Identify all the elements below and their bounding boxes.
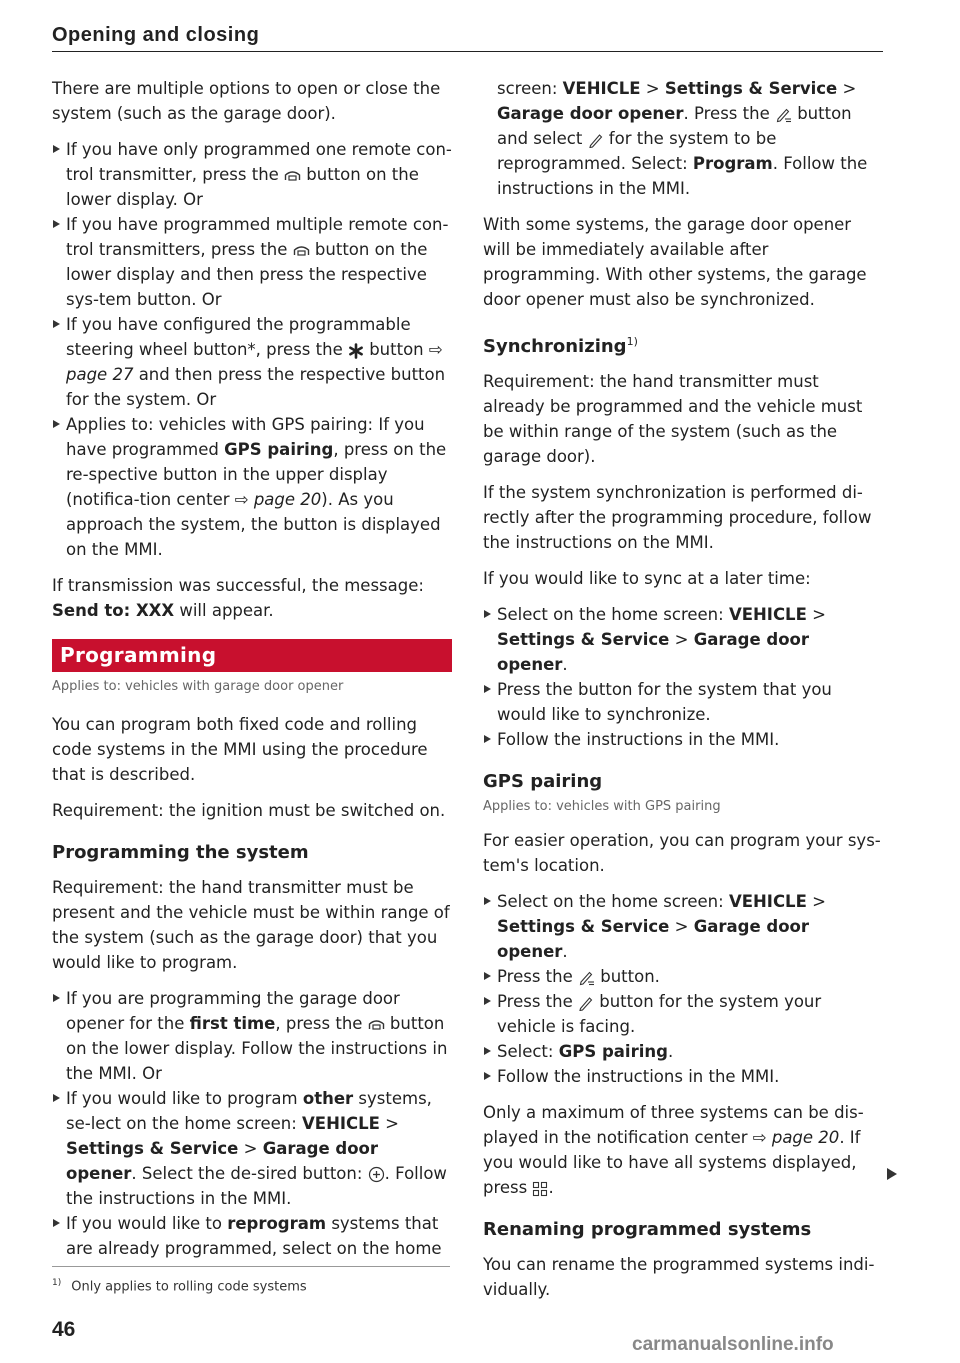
footnote-divider (52, 1266, 450, 1267)
list-item: If you would like to reprogram systems that are already programmed, select on the home (52, 1211, 452, 1261)
list-item: Select: GPS pairing. (483, 1039, 883, 1064)
list-item: Press the button. (483, 964, 883, 989)
page-reference[interactable]: ⇨ page 20 (752, 1128, 840, 1147)
right-column (483, 76, 883, 1313)
intro-paragraph: There are multiple options to open or close the system (such as the garage door). (52, 79, 441, 123)
list-item: If you have configured the programmable steering wheel button*, press the button ⇨ page 27 and then press the respective button for the system. Or (52, 312, 452, 412)
list-item: If you have programmed multiple remote con-trol transmitters, press the button on the lower display and then press the respective sys-tem button. Or (52, 212, 452, 312)
page-reference[interactable]: ⇨ page 20 (234, 490, 322, 509)
grid-view-icon (532, 1181, 548, 1197)
sync-later-paragraph: If you would like to sync at a later time: (483, 569, 811, 588)
footnote: $^{1)}$ Only applies to rolling code systems (52, 1278, 307, 1295)
left-column (52, 76, 452, 1272)
applies-to-note: Applies to: vehicles with GPS pairing (483, 799, 721, 814)
garage-door-icon (284, 170, 301, 182)
garage-door-icon (368, 1019, 385, 1031)
renaming-heading: Renaming programmed systems (483, 1219, 812, 1240)
programming-system-heading: Programming the system (52, 842, 309, 863)
programming-steps-list (52, 986, 452, 1261)
watermark: carmanualsonline.info (632, 1334, 834, 1355)
list-item: If you have only programmed one remote con-trol transmitter, press the button on the lower display. Or (52, 137, 452, 212)
max-systems-paragraph: Only a maximum of three systems can be dis-played in the notification center ⇨ page 20. If you would like to have all systems displayed, press . (483, 1103, 864, 1197)
hand-transmitter-requirement: Requirement: the hand transmitter must be present and the vehicle must be within range of the system (such as the garage door) that you would like to program. (52, 878, 450, 972)
gps-intro: For easier operation, you can program your sys-tem's location. (483, 831, 881, 875)
reprogram-continuation: screen: VEHICLE > Settings & Service > Garage door opener. Press the button and select for the system to be reprogrammed. Select: Program. Follow the instructions in the MMI. (497, 79, 868, 198)
list-item: Select on the home screen: VEHICLE > Settings & Service > Garage door opener. (483, 889, 883, 964)
continue-arrow-icon (887, 1168, 897, 1180)
edit-list-icon (775, 106, 792, 123)
sync-steps-list (483, 602, 883, 752)
programming-section-title: Programming (52, 639, 452, 672)
header-divider (52, 51, 883, 52)
list-item: If you are programming the garage door opener for the first time, press the button on the lower display. Follow the instructions in the MMI. Or (52, 986, 452, 1086)
list-item: Select on the home screen: VEHICLE > Settings & Service > Garage door opener. (483, 602, 883, 677)
pencil-icon (588, 132, 604, 148)
garage-door-icon (293, 245, 310, 257)
synchronizing-heading: Synchronizing$^{1)}$ (483, 335, 638, 357)
list-item: Follow the instructions in the MMI. (483, 1064, 883, 1089)
sync-direct-paragraph: If the system synchronization is performed di-rectly after the programming procedure, follow the instructions on the MMI. (483, 483, 872, 552)
gps-pairing-heading: GPS pairing (483, 771, 603, 792)
list-item: If you would like to program other systems, se-lect on the home screen: VEHICLE > Settings & Service > Garage door opener. Select the de-sired button: . Follow the instructions in the MMI. (52, 1086, 452, 1211)
asterisk-button-icon (348, 343, 364, 359)
edit-list-icon (578, 969, 595, 986)
page-number: 46 (52, 1318, 76, 1341)
list-item: Press the button for the system your vehicle is facing. (483, 989, 883, 1039)
success-message-paragraph: If transmission was successful, the message: Send to: XXX will appear. (52, 576, 424, 620)
programming-paragraph: You can program both fixed code and rolling code systems in the MMI using the procedure that is described. (52, 715, 428, 784)
open-options-list (52, 137, 452, 562)
sync-requirement: Requirement: the hand transmitter must already be programmed and the vehicle must be within range of the system (such as the garage door). (483, 372, 863, 466)
plus-circle-icon (368, 1166, 385, 1183)
gps-steps-list (483, 889, 883, 1089)
list-item: Follow the instructions in the MMI. (483, 727, 883, 752)
list-item: Applies to: vehicles with GPS pairing: If you have programmed GPS pairing, press on the re-spective button in the upper display (notifica-tion center ⇨ page 20). As you approach the system, the button is displayed on the MMI. (52, 412, 452, 562)
synchronization-note: With some systems, the garage door opener will be immediately available after programming. With other systems, the garage door opener must also be synchronized. (483, 215, 867, 309)
page-header-title: Opening and closing (52, 24, 260, 46)
renaming-paragraph: You can rename the programmed systems indi-vidually. (483, 1255, 875, 1299)
list-item: Press the button for the system that you would like to synchronize. (483, 677, 883, 727)
page-reference[interactable]: ⇨ page 27 (66, 340, 443, 384)
pencil-icon (578, 995, 594, 1011)
applies-to-note: Applies to: vehicles with garage door opener (52, 679, 344, 694)
ignition-requirement: Requirement: the ignition must be switched on. (52, 801, 446, 820)
